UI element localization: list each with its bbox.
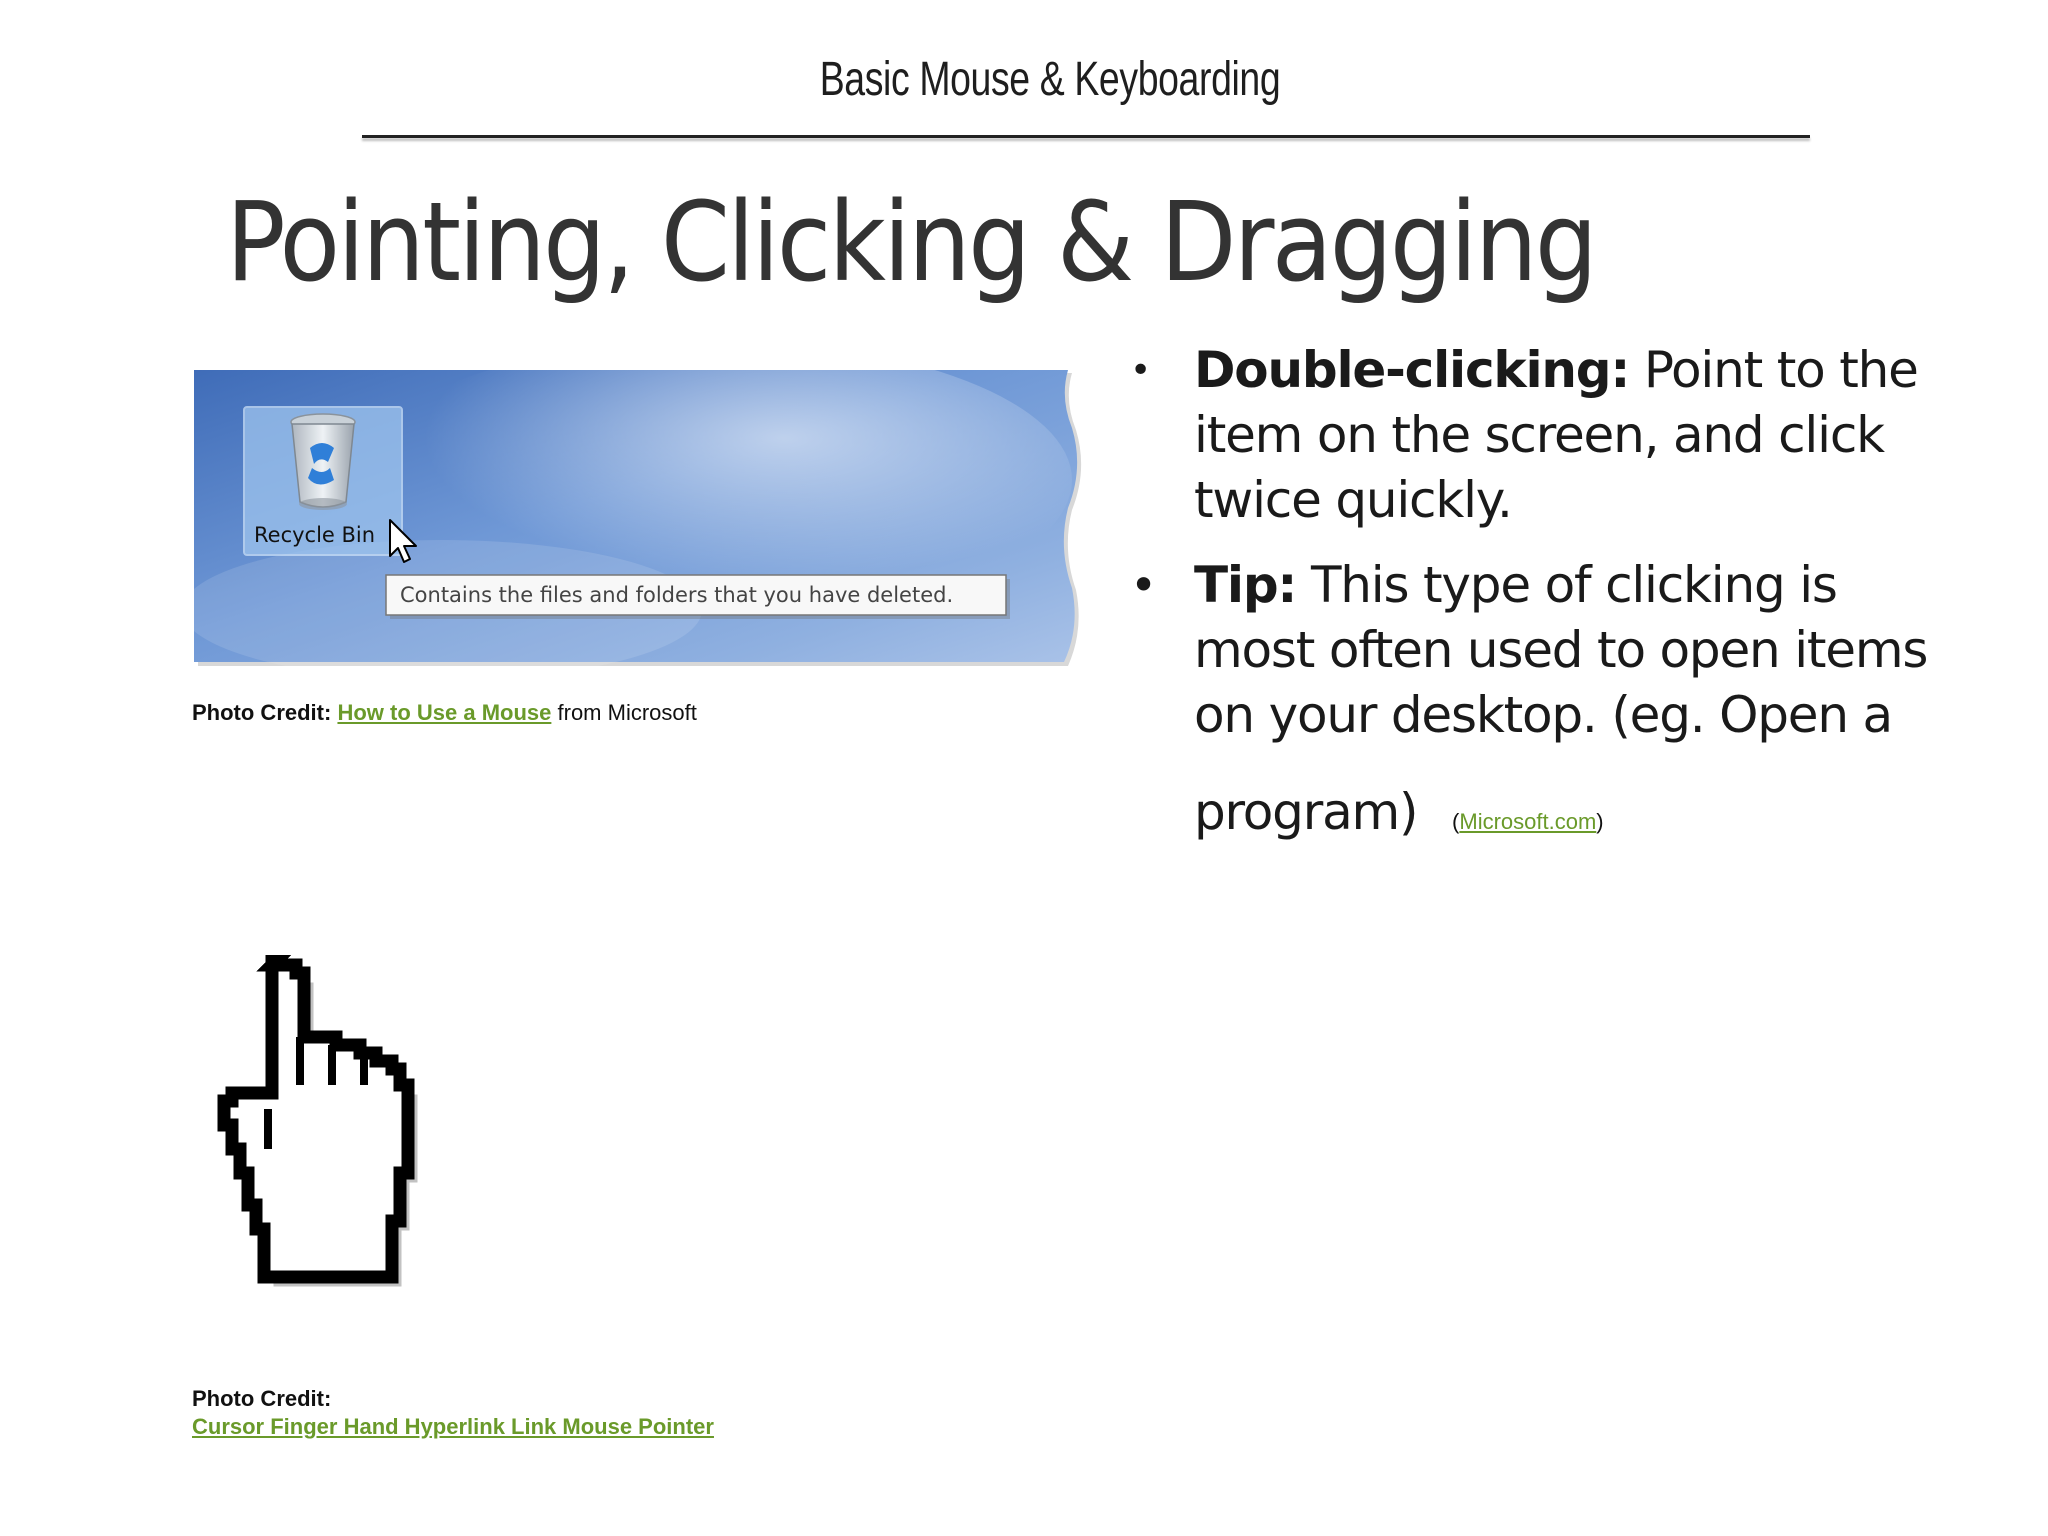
hand-pointer-icon bbox=[192, 955, 512, 1375]
photo-credit-label: Photo Credit: bbox=[192, 1386, 332, 1411]
microsoft-link[interactable]: Microsoft.com bbox=[1459, 809, 1597, 834]
credit-link-how-to-use-mouse[interactable]: How to Use a Mouse bbox=[337, 700, 552, 725]
photo-credit-suffix: from Microsoft bbox=[557, 700, 697, 725]
citation bbox=[1452, 809, 1604, 834]
bullet-term: Tip: bbox=[1194, 556, 1297, 614]
bullet-text: Point to the item on the screen, and click twice quickly. bbox=[1194, 341, 1918, 529]
photo-credit-2 bbox=[192, 1385, 714, 1441]
credit-link-cursor-finger-hand[interactable]: Cursor Finger Hand Hyperlink Link Mouse Pointer bbox=[192, 1414, 714, 1439]
bullet-double-clicking bbox=[1130, 338, 1960, 533]
header-divider bbox=[362, 135, 1810, 138]
bullet-text: This type of clicking is most often used to open items on your desktop. (eg. Open a bbox=[1194, 556, 1928, 744]
bullet-dot: • bbox=[1130, 350, 1151, 391]
bullet-dot: • bbox=[1130, 558, 1156, 612]
slide-title: Pointing, Clicking & Dragging bbox=[226, 178, 1596, 306]
bullet-list bbox=[1130, 338, 1960, 874]
recycle-bin-label: Recycle Bin bbox=[254, 523, 376, 547]
tooltip-text: Contains the files and folders that you have deleted. bbox=[400, 583, 954, 607]
photo-credit-label: Photo Credit: bbox=[192, 700, 332, 725]
cite-open: ( bbox=[1452, 809, 1460, 834]
recycle-bin-icon bbox=[291, 414, 355, 510]
bullet-term: Double-clicking: bbox=[1194, 341, 1630, 399]
cite-close: ) bbox=[1596, 809, 1604, 834]
bullet-last-word: program) bbox=[1194, 783, 1418, 841]
bullet-tip bbox=[1130, 553, 1960, 854]
bullet-last-line bbox=[1194, 780, 1960, 854]
recycle-bin-screenshot bbox=[192, 370, 1092, 670]
photo-credit-1 bbox=[192, 700, 697, 726]
header-title: Basic Mouse & Keyboarding bbox=[819, 53, 1281, 106]
